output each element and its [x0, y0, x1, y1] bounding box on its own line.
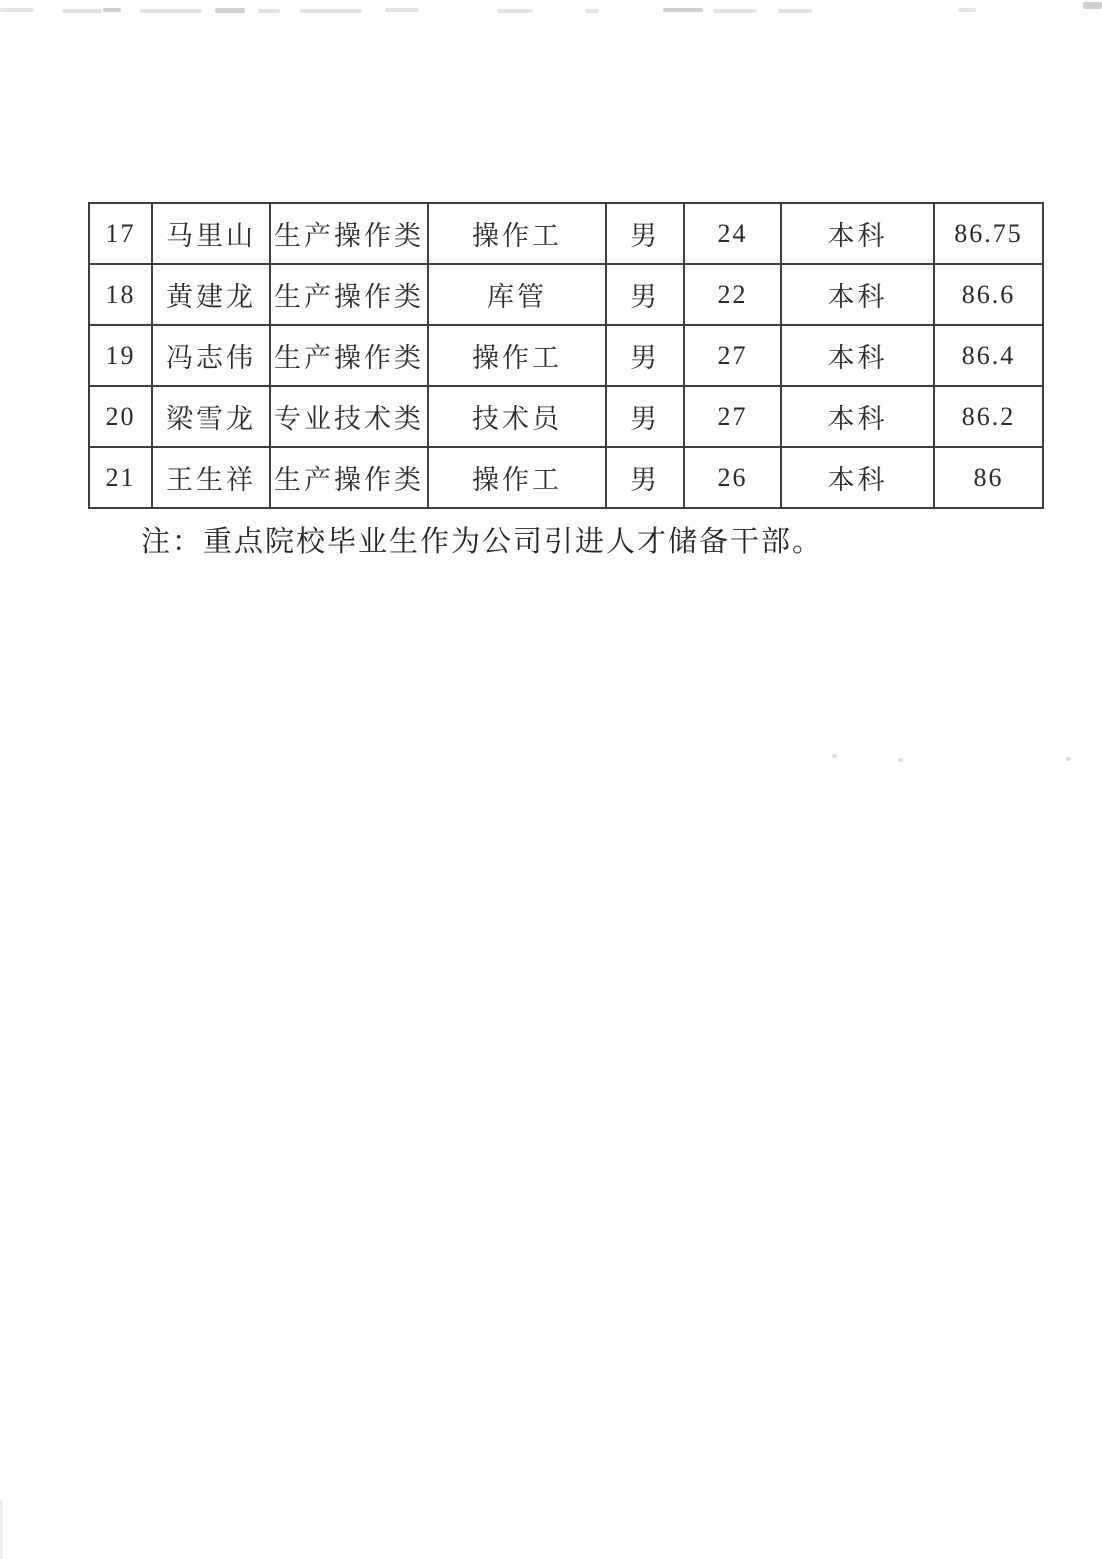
- cell-age: 27: [684, 386, 781, 447]
- candidate-score-table: [88, 202, 1044, 509]
- cell-score: 86.4: [934, 325, 1043, 386]
- cell-name: 冯志伟: [152, 325, 270, 386]
- cell-name: 黄建龙: [152, 264, 270, 325]
- cell-score: 86.6: [934, 264, 1043, 325]
- cell-category: 生产操作类: [270, 264, 428, 325]
- cell-category: 专业技术类: [270, 386, 428, 447]
- cell-name: 马里山: [152, 203, 270, 264]
- cell-score: 86.2: [934, 386, 1043, 447]
- cell-position: 操作工: [428, 325, 606, 386]
- cell-age: 26: [684, 447, 781, 508]
- cell-category: 生产操作类: [270, 447, 428, 508]
- cell-gender: 男: [606, 264, 684, 325]
- cell-position: 库管: [428, 264, 606, 325]
- cell-age: 22: [684, 264, 781, 325]
- table-row: [89, 386, 1043, 447]
- cell-name: 王生祥: [152, 447, 270, 508]
- cell-no: 18: [89, 264, 152, 325]
- cell-position: 操作工: [428, 447, 606, 508]
- table-body: [89, 203, 1043, 508]
- cell-age: 24: [684, 203, 781, 264]
- table-row: [89, 447, 1043, 508]
- cell-no: 21: [89, 447, 152, 508]
- cell-score: 86.75: [934, 203, 1043, 264]
- scan-speck: [1066, 757, 1071, 761]
- cell-name: 梁雪龙: [152, 386, 270, 447]
- cell-position: 技术员: [428, 386, 606, 447]
- cell-position: 操作工: [428, 203, 606, 264]
- cell-gender: 男: [606, 203, 684, 264]
- table-row: [89, 264, 1043, 325]
- cell-no: 19: [89, 325, 152, 386]
- scan-speck: [898, 758, 903, 762]
- scan-speck: [832, 754, 837, 758]
- cell-education: 本科: [781, 203, 934, 264]
- table-row: [89, 325, 1043, 386]
- cell-education: 本科: [781, 447, 934, 508]
- cell-education: 本科: [781, 386, 934, 447]
- cell-age: 27: [684, 325, 781, 386]
- cell-category: 生产操作类: [270, 325, 428, 386]
- cell-education: 本科: [781, 325, 934, 386]
- cell-score: 86: [934, 447, 1043, 508]
- footnote: 注：重点院校毕业生作为公司引进人才储备干部。: [141, 526, 824, 558]
- table-row: [89, 203, 1043, 264]
- cell-no: 20: [89, 386, 152, 447]
- cell-gender: 男: [606, 386, 684, 447]
- cell-gender: 男: [606, 325, 684, 386]
- scan-edge-line: [0, 1500, 3, 1559]
- cell-category: 生产操作类: [270, 203, 428, 264]
- cell-education: 本科: [781, 264, 934, 325]
- cell-gender: 男: [606, 447, 684, 508]
- cell-no: 17: [89, 203, 152, 264]
